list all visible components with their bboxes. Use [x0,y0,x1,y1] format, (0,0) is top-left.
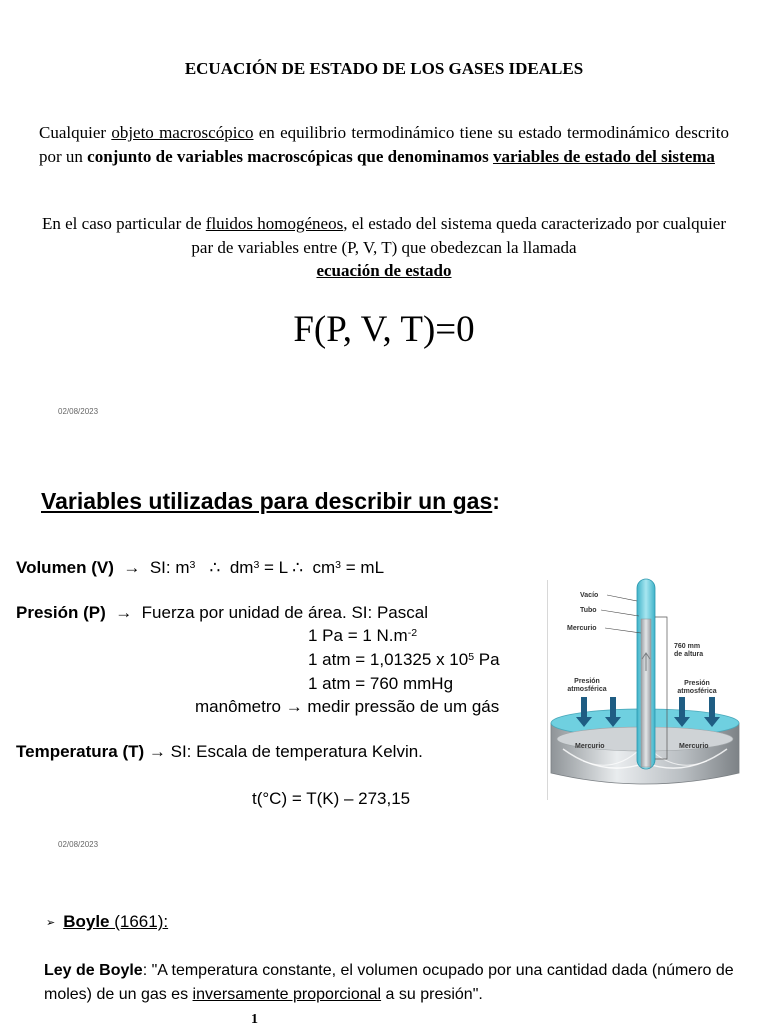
slide1-date: 02/08/2023 [58,407,99,416]
therefore-icon: ∴ [209,558,221,577]
label-vacio: Vacío [580,592,599,599]
temperatura-label: Temperatura (T) [16,742,145,761]
bullet-arrow-icon: ➢ [46,917,56,929]
label-presion-izq-2: atmosférica [567,686,607,693]
atm-mmhg-equivalence: 1 atm = 760 mmHg [308,674,454,693]
slide1-title: ECUACIÓN DE ESTADO DE LOS GASES IDEALES [184,59,584,78]
p1-underlined-objeto: objeto macroscópico [111,123,254,142]
atm-pascal-equivalence [308,650,500,670]
p2-text-1: En el caso particular de [42,214,206,233]
exponent: 3 [189,559,196,572]
therefore-icon: ∴ [292,558,304,577]
exponent: 3 [335,559,342,572]
slide1-paragraph-definition [39,121,729,169]
boyle-law-underlined: inversamente proporcional [192,986,382,1003]
state-equation-formula: F(P, V, T)=0 [293,309,475,350]
boyle-year: (1661): [109,912,169,931]
volumen-row [16,558,384,578]
exponent: 3 [253,559,260,572]
volumen-si: SI: m [149,558,190,577]
presion-text: Fuerza por unidad de área. SI: Pascal [141,603,428,622]
fraction-numerator: 1 [251,1012,258,1027]
temperature-conversion: t(°C) = T(K) – 273,15 [252,789,411,808]
mano-text-2: medir pressão de um gás [302,697,500,716]
label-mercurio-tubo: Mercurio [567,625,597,632]
label-presion-der-2: atmosférica [677,688,717,695]
volumen-eq-ml: = mL [341,558,385,577]
arrow-icon: → [285,697,303,716]
label-altura-1: 760 mm [674,643,701,650]
boyle-law-text-1: : "A temperatura constante, el volumen ocupado por una cantidad dada (número de moles) de un gas es [44,962,734,1003]
slide2-title-colon: : [492,488,500,514]
temperatura-text: SI: Escala de temperatura Kelvin. [165,742,423,761]
arrow-icon: → [115,603,133,622]
label-mercurio-izq: Mercurio [575,743,605,750]
label-presion-der-1: Presión [684,680,710,687]
mercury-column [641,619,651,767]
manometro-row [195,697,499,717]
p2-bold-ecuacion: ecuación de estado [316,261,452,280]
atm1-text: 1 atm = 1,01325 x 10 [308,650,469,669]
label-altura-2: de altura [674,651,704,658]
label-mercurio-der: Mercurio [679,743,709,750]
label-presion-izq-1: Presión [574,678,600,685]
presion-label: Presión (P) [16,603,106,622]
barometer-illustration [543,573,748,803]
volumen-eq-l: = L [259,558,293,577]
boyle-law-label: Ley de Boyle [44,962,143,979]
p1-bold-conjunto: conjunto de variables macroscópicas que denominamos [87,147,493,166]
volumen-cm: cm [312,558,336,577]
slide1-paragraph-fluidos [40,212,728,283]
slide2-date: 02/08/2023 [58,840,99,849]
mano-text-1: manômetro [195,697,286,716]
atm1-unit: Pa [474,650,500,669]
boyle-law-paragraph [44,959,734,1007]
label-tubo: Tubo [580,607,597,614]
p2-underlined-fluidos: fluidos homogéneos [205,214,344,233]
boyle-heading [46,912,168,932]
p2-text-2: , el estado del sistema queda caracterizado por cualquier par de variables entre (P, V, T) que obedezcan la llamada [191,214,726,257]
pascal-text: 1 Pa = 1 N.m [308,626,408,645]
p1-bold-variables-estado: variables de estado del sistema [492,147,715,166]
arrow-icon: → [123,558,141,577]
p1-text-2: en equilibrio termodinámico tiene su estado termodinámico descrito por un [39,123,729,166]
slide2-title-text: Variables utilizadas para describir un gas [41,488,493,514]
boyle-name: Boyle [63,912,110,931]
boyle-law-text-2: a su presión". [381,986,483,1003]
presion-row [16,603,428,623]
volumen-label: Volumen (V) [16,558,114,577]
exponent: -2 [407,627,418,640]
arrow-icon: → [148,742,166,761]
exponent: 5 [468,651,475,664]
temperatura-row [16,742,423,762]
pascal-definition [308,626,417,646]
p1-text-1: Cualquier [39,123,112,142]
volumen-dm: dm [229,558,254,577]
slide2-title [41,488,500,515]
